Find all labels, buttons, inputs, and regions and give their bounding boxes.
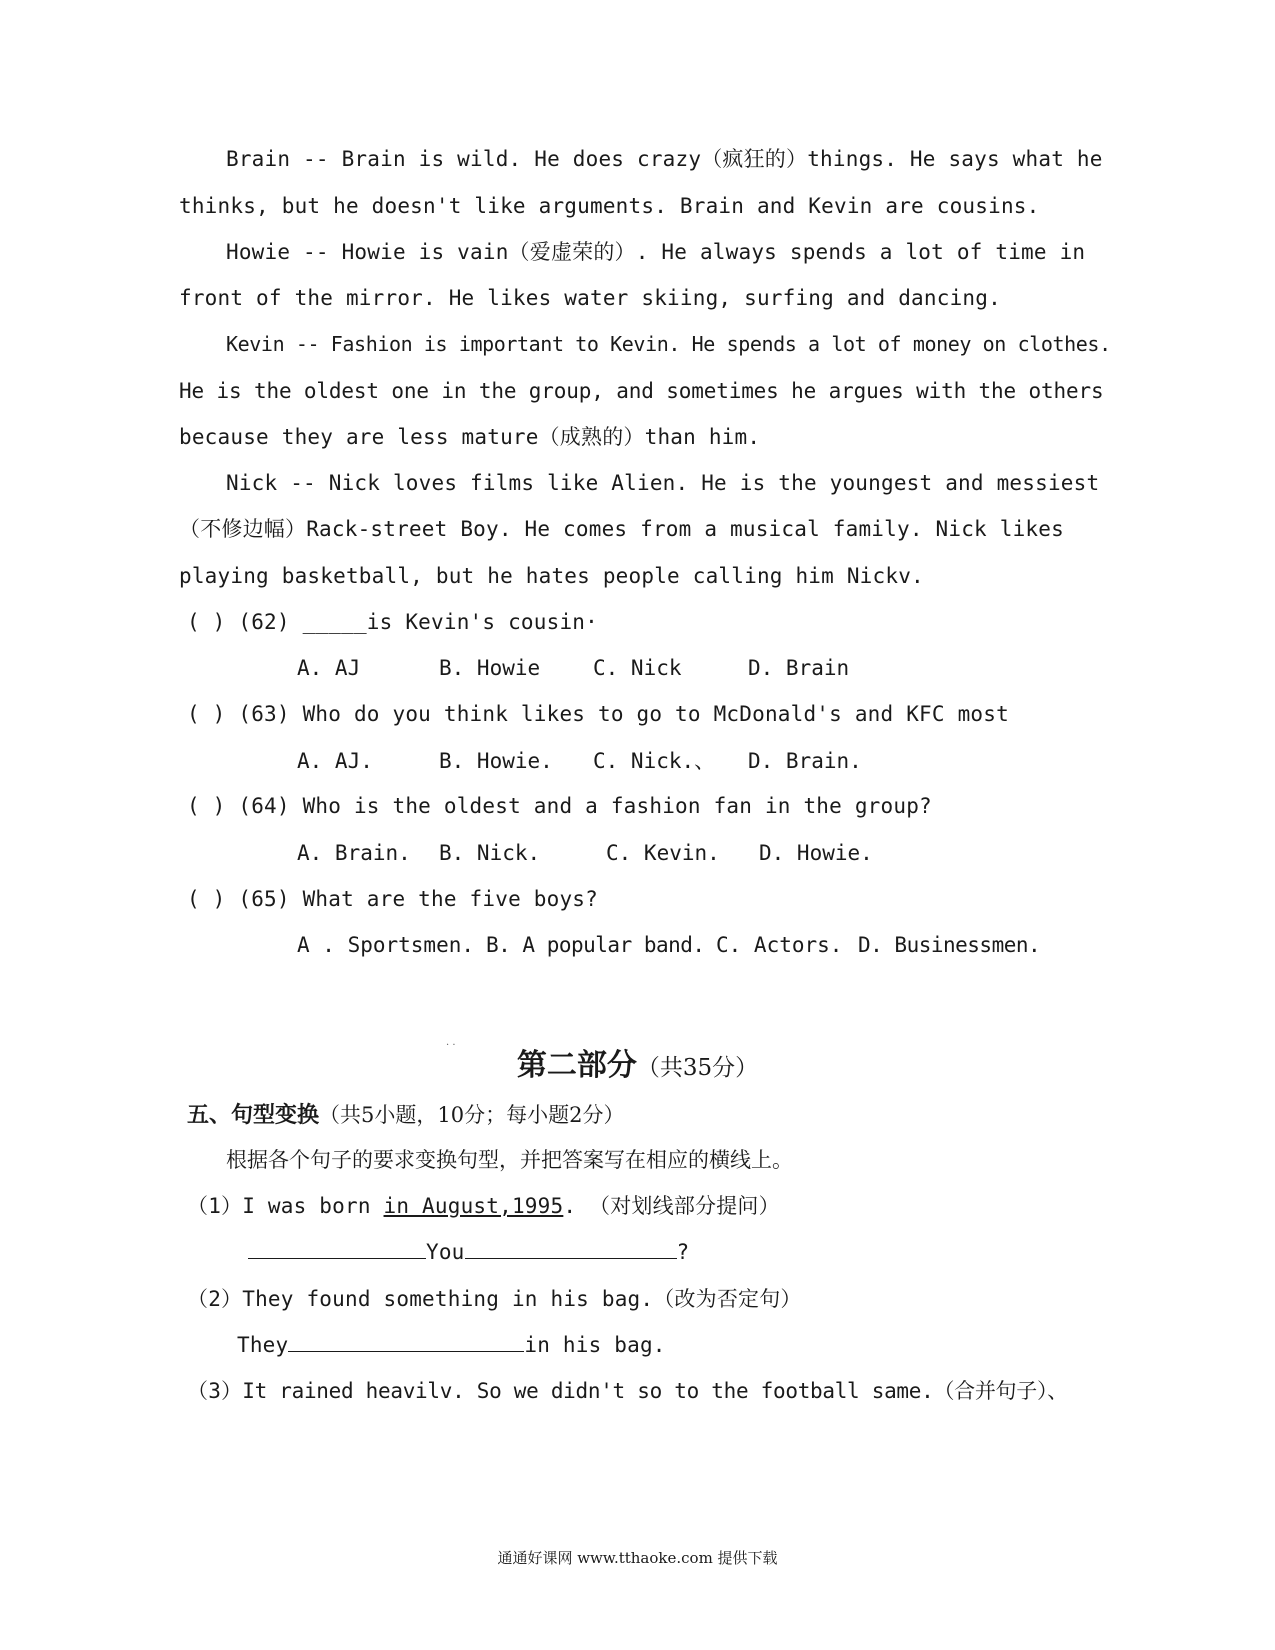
question-64-stem: ( ) (64) Who is the oldest and a fashion fan in the group? [187, 794, 932, 818]
transform-item-1-number: （1） [187, 1194, 243, 1218]
question-63-option-d: D. Brain. [748, 749, 862, 773]
question-65-option-b: B. A popular band. [486, 933, 705, 957]
question-63-stem: ( ) (63) Who do you think likes to go to McDonald's and KFC most [187, 702, 1009, 726]
answer-blank[interactable] [248, 1238, 426, 1259]
question-62-option-b: B. Howie [439, 656, 541, 680]
question-62-option-d: D. Brain [748, 656, 850, 680]
passage-kevin-line-1: Kevin -- Fashion is important to Kevin. He spends a lot of money on clothes. [226, 332, 1111, 356]
transform-item-2-answer-end: in his bag. [524, 1333, 666, 1357]
section-five-note: （共5小题，10分；每小题2分） [319, 1103, 625, 1127]
part-two-title: 第二部分 [516, 1048, 637, 1083]
transform-item-1-answer [248, 1238, 689, 1266]
transform-item-1-before: I was born [242, 1194, 384, 1218]
question-65-option-a: A . Sportsmen. [297, 933, 475, 957]
question-62-stem: ( ) (62) _____is Kevin's cousin· [187, 610, 598, 634]
answer-blank[interactable] [288, 1331, 524, 1352]
passage-kevin-line-3: because they are less mature（成熟的）than him. [179, 425, 761, 449]
page-footer: 通通好课网 www.tthaoke.com 提供下载 [497, 1549, 778, 1567]
transform-item-2-answer [237, 1331, 666, 1359]
question-62-option-c: C. Nick [593, 656, 682, 680]
transform-item-1-after: . （对划线部分提问） [563, 1194, 780, 1218]
transform-item-3 [187, 1377, 1068, 1405]
passage-howie-line-1: Howie -- Howie is vain（爱虚荣的）. He always spends a lot of time in [226, 240, 1086, 264]
transform-item-1-answer-you: You [426, 1240, 465, 1264]
transform-item-2-text: They found something in his bag.（改为否定句） [242, 1287, 802, 1311]
passage-nick-line-3: playing basketball, but he hates people calling him Nickv. [179, 564, 924, 588]
section-five-header [187, 1098, 624, 1129]
section-five-instruction: 根据各个句子的要求变换句型，并把答案写在相应的横线上。 [226, 1148, 793, 1172]
question-65-option-d: D. Businessmen. [858, 933, 1041, 957]
transform-item-2 [187, 1285, 802, 1313]
transform-item-1-answer-end: ? [676, 1240, 690, 1264]
passage-howie-line-2: front of the mirror. He likes water skiing, surfing and dancing. [179, 286, 1001, 310]
transform-item-1 [187, 1192, 780, 1220]
transform-item-1-underlined: in August,1995 [383, 1194, 564, 1218]
passage-kevin-line-2: He is the oldest one in the group, and sometimes he argues with the others [179, 379, 1104, 403]
passage-brain-line-1: Brain -- Brain is wild. He does crazy（疯狂的）things. He says what he [226, 147, 1103, 171]
answer-blank[interactable] [465, 1238, 677, 1259]
transform-item-2-number: （2） [187, 1287, 243, 1311]
part-two-score: （共35分） [636, 1055, 759, 1081]
passage-nick-line-1: Nick -- Nick loves films like Alien. He is the youngest and messiest [226, 471, 1100, 495]
question-64-option-a: A. Brain. [297, 841, 411, 865]
transform-item-2-answer-start: They [237, 1333, 289, 1357]
question-64-option-c: C. Kevin. [606, 841, 720, 865]
question-63-option-b: B. Howie. [439, 749, 553, 773]
question-64-option-b: B. Nick. [439, 841, 541, 865]
section-five-title: 五、句型变换 [187, 1102, 320, 1128]
question-65-stem: ( ) (65) What are the five boys? [187, 887, 598, 911]
transform-item-3-text: It rained heavilv. So we didn't so to the football same.（合并句子）、 [242, 1379, 1068, 1403]
question-63-option-a: A. AJ. [297, 749, 373, 773]
question-65-option-c: C. Actors. [716, 933, 843, 957]
question-63-option-c: C. Nick.、 [593, 749, 716, 773]
question-62-option-a: A. AJ [297, 656, 361, 680]
passage-brain-line-2: thinks, but he doesn't like arguments. Brain and Kevin are cousins. [179, 194, 1040, 218]
stray-mark: · · [446, 1040, 456, 1051]
question-64-option-d: D. Howie. [759, 841, 873, 865]
transform-item-3-number: （3） [187, 1379, 243, 1403]
part-two-heading [0, 1040, 1275, 1084]
passage-nick-line-2: （不修边幅）Rack-street Boy. He comes from a musical family. Nick likes [179, 517, 1064, 541]
